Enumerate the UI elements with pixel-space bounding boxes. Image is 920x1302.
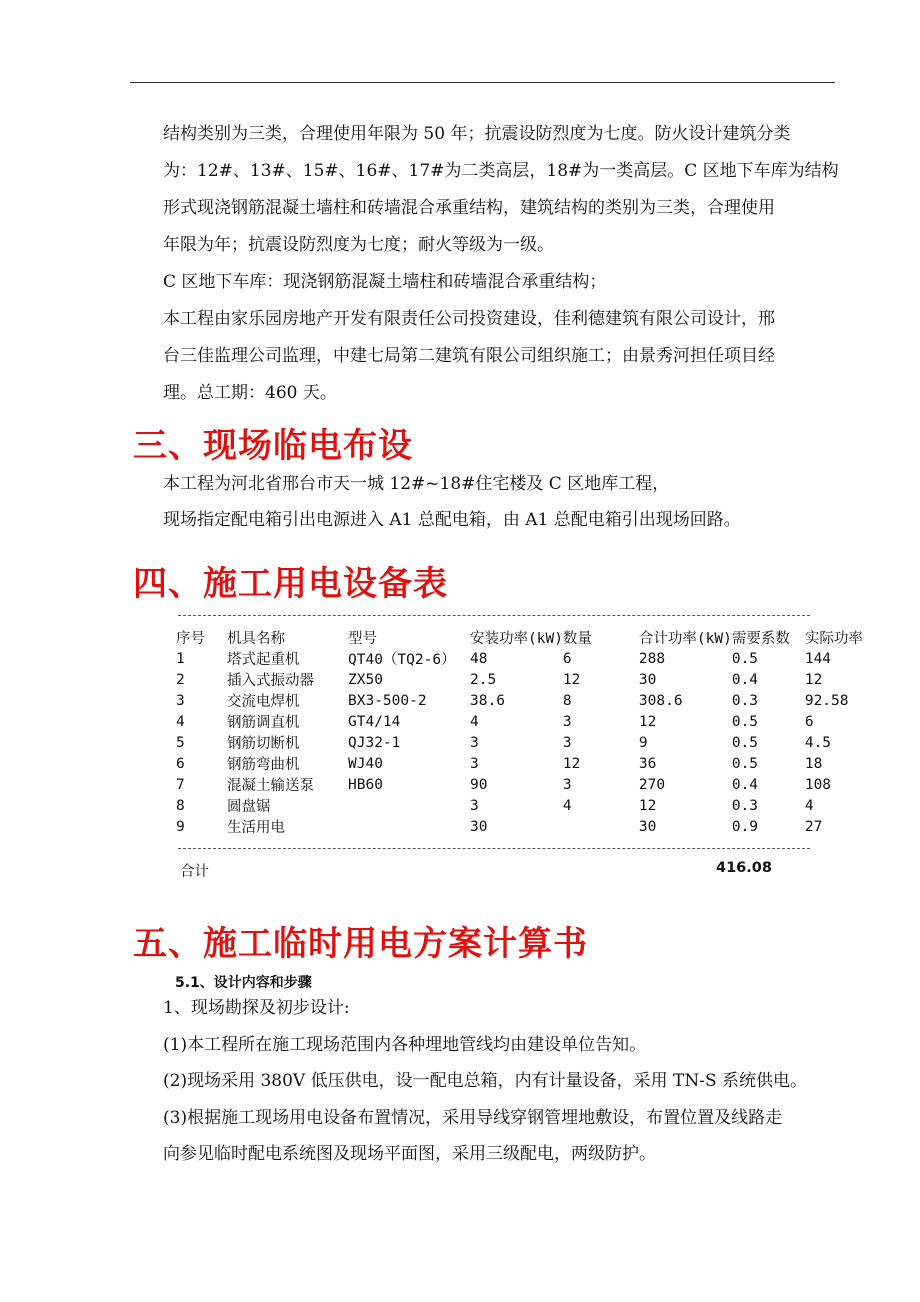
table-cell: 4 (804, 797, 814, 814)
table-cell: 3 (562, 713, 572, 730)
table-header-row (176, 627, 875, 648)
table-cell (348, 795, 470, 816)
text-line: 1、现场勘探及初步设计: (163, 998, 350, 1018)
table-cell: 92.58 (804, 692, 849, 709)
column-header: 实际功率 (804, 631, 863, 647)
table-cell: BX3-500-2 (348, 692, 427, 709)
table-cell: 3 (562, 734, 572, 751)
table-cell: 4 (470, 713, 479, 730)
table-cell: GT4/14 (348, 713, 401, 730)
text-line: (2)现场采用 380V 低压供电，设一配电总箱，内有计量设备，采用 TN-S 系统供电。 (163, 1071, 808, 1091)
table-cell: WJ40 (348, 755, 383, 772)
table-cell: 30 (470, 818, 488, 835)
table-cell: 0.5 (731, 734, 759, 751)
column-header: 需要系数 (731, 631, 790, 647)
table-cell: 108 (804, 776, 832, 793)
table-cell: 36 (638, 755, 657, 772)
text-line: C 区地下车库：现浇钢筋混凝土墙柱和砖墙混合承重结构； (163, 272, 607, 292)
table-cell (348, 816, 470, 837)
table-row (176, 816, 875, 837)
table-row (176, 669, 875, 690)
text-line: 年限为年；抗震设防烈度为七度；耐火等级为一级。 (163, 235, 554, 255)
table-row (176, 774, 875, 795)
column-header: 序号 (176, 631, 205, 647)
table-cell: 插入式振动器 (227, 673, 314, 689)
table-cell: 30 (638, 671, 657, 688)
header-rule (130, 82, 835, 83)
section-5-1-subheading: 5.1、设计内容和步骤 (175, 975, 312, 991)
table-cell: 2 (176, 671, 185, 688)
text-line: (3)根据施工现场用电设备布置情况，采用导线穿钢管埋地敷设，布置位置及线路走 (163, 1107, 783, 1128)
text-line: 现场指定配电箱引出电源进入 A1 总配电箱，由 A1 总配电箱引出现场回路。 (163, 510, 741, 530)
total-value: 416.08 (716, 860, 772, 876)
table-cell: 8 (562, 692, 572, 709)
text-line: (1)本工程所在施工现场范围内各种埋地管线均由建设单位告知。 (163, 1034, 647, 1055)
table-cell: 0.5 (731, 713, 759, 730)
table-cell: 6 (562, 650, 572, 667)
column-header: 型号 (348, 631, 377, 647)
table-cell: 生活用电 (227, 820, 285, 836)
table-cell (563, 816, 639, 837)
text-line: 为：12#、13#、15#、16#、17#为二类高层，18#为一类高层。C 区地下车库为结构 (163, 161, 839, 181)
column-header: 安装功率(kW) (470, 631, 563, 647)
table-cell: 12 (638, 797, 657, 814)
table-cell: 圆盘锯 (227, 799, 271, 815)
table-cell: 8 (176, 797, 185, 814)
table-row (176, 753, 875, 774)
section-4-heading: 四、施工用电设备表 (133, 564, 448, 604)
table-cell: 4.5 (804, 734, 832, 751)
table-cell: 3 (470, 755, 479, 772)
table-cell: 12 (562, 755, 581, 772)
column-header: 合计功率(kW) (638, 631, 732, 647)
table-cell: 12 (562, 671, 581, 688)
table-cell: QT40（TQ2-6） (348, 652, 456, 668)
table-bottom-divider (178, 848, 810, 849)
table-cell: 288 (638, 650, 666, 667)
table-cell: 3 (176, 692, 185, 709)
table-cell: 塔式起重机 (227, 652, 300, 668)
table-row (176, 795, 875, 816)
table-cell: 7 (176, 776, 185, 793)
text-line: 向参见临时配电系统图及现场平面图，采用三级配电，两级防护。 (163, 1144, 656, 1164)
table-cell: 4 (176, 713, 185, 730)
section-3-body (163, 466, 741, 538)
text-line: 台三佳监理公司监理，中建七局第二建筑有限公司组织施工；由景秀河担任项目经 (163, 346, 775, 366)
table-cell: 钢筋调直机 (227, 715, 300, 731)
table-cell: 38.6 (470, 692, 505, 709)
table-cell: 3 (470, 797, 479, 814)
section-3-heading: 三、现场临电布设 (133, 426, 413, 466)
table-cell: 0.3 (731, 797, 759, 814)
text-line: 本工程由家乐园房地产开发有限责任公司投资建设，佳利德建筑有限公司设计，邢 (163, 309, 775, 329)
table-row (176, 711, 875, 732)
table-cell: 3 (470, 734, 479, 751)
table-cell: 混凝土输送泵 (227, 778, 314, 794)
table-cell: 90 (470, 776, 488, 793)
table-cell: HB60 (348, 776, 383, 793)
table-cell: 5 (176, 734, 185, 751)
table-cell: 18 (804, 755, 823, 772)
table-cell: 12 (638, 713, 657, 730)
table-cell: 0.5 (731, 650, 759, 667)
table-cell: 0.5 (731, 755, 759, 772)
section-5-body (163, 990, 853, 1173)
table-cell: 30 (638, 818, 657, 835)
table-top-divider (178, 615, 810, 616)
table-cell: 270 (638, 776, 666, 793)
table-cell: 0.4 (731, 776, 759, 793)
table-cell: 48 (470, 650, 488, 667)
table-cell: ZX50 (348, 671, 383, 688)
table-cell: 6 (804, 713, 814, 730)
table-row (176, 690, 875, 711)
text-line: 结构类别为三类，合理使用年限为 50 年；抗震设防烈度为七度。防火设计建筑分类 (163, 124, 791, 144)
table-cell: 2.5 (470, 671, 497, 688)
table-cell: 0.4 (731, 671, 759, 688)
table-cell: 308.6 (638, 692, 683, 709)
table-cell: 钢筋弯曲机 (227, 757, 300, 773)
table-cell: 4 (562, 797, 572, 814)
project-info-paragraph (163, 116, 843, 412)
text-line: 本工程为河北省邢台市天一城 12#~18#住宅楼及 C 区地库工程， (163, 474, 670, 494)
table-cell: 3 (562, 776, 572, 793)
column-header: 机具名称 (227, 631, 285, 647)
text-line: 形式现浇钢筋混凝土墙柱和砖墙混合承重结构，建筑结构的类别为三类，合理使用 (163, 198, 775, 218)
column-header: 数量 (562, 631, 592, 647)
table-cell: 9 (176, 818, 185, 835)
section-5-heading: 五、施工临时用电方案计算书 (133, 924, 588, 964)
table-cell: 144 (804, 650, 832, 667)
text-line: 理。总工期：460 天。 (163, 383, 337, 403)
table-cell: 9 (638, 734, 648, 751)
table-row (176, 648, 875, 669)
table-cell: 0.3 (731, 692, 759, 709)
table-cell: 交流电焊机 (227, 694, 300, 710)
table-cell: 6 (176, 755, 185, 772)
equipment-table (176, 627, 875, 837)
table-cell: 27 (804, 818, 823, 835)
table-cell: 0.9 (731, 818, 759, 835)
table-cell: 钢筋切断机 (227, 736, 300, 752)
table-row (176, 732, 875, 753)
table-cell: 12 (804, 671, 823, 688)
total-label: 合计 (180, 864, 209, 880)
table-cell: QJ32-1 (348, 734, 401, 751)
table-cell: 1 (176, 650, 185, 667)
